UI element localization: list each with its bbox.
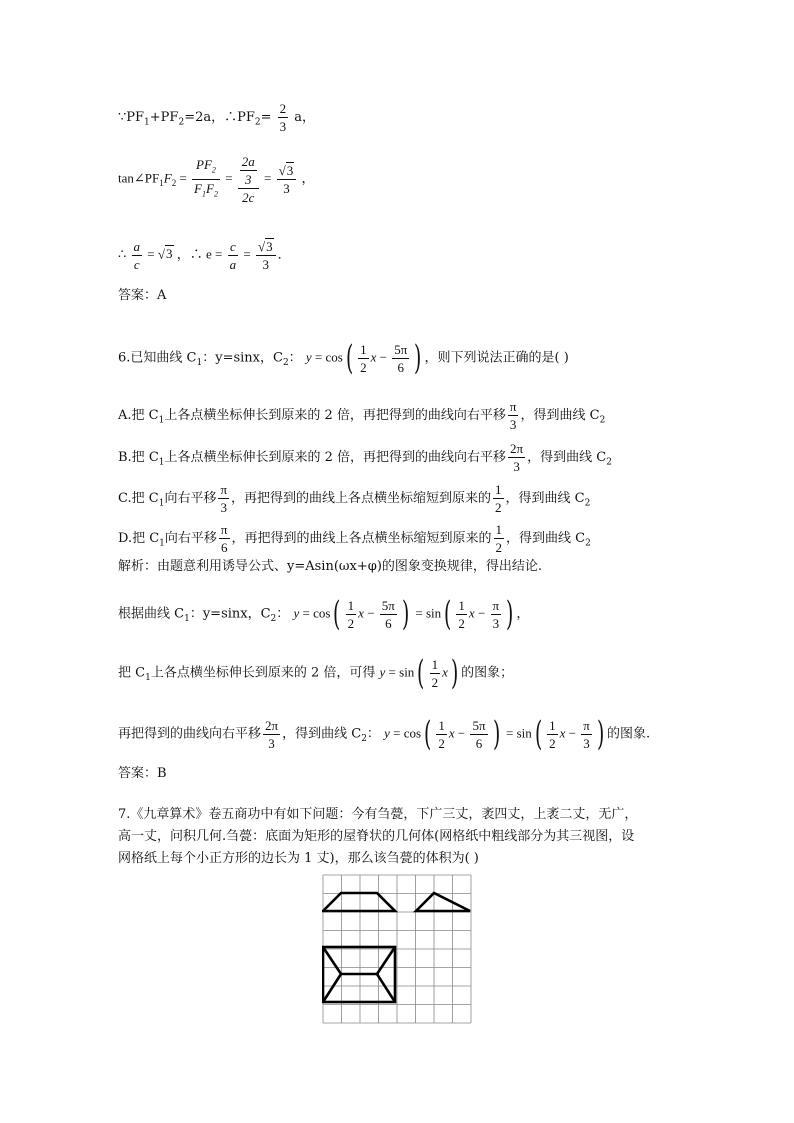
text: y — [379, 664, 386, 680]
text: 再把得到的曲线向右平移 — [118, 726, 262, 742]
numerator: π — [220, 482, 228, 497]
text: ： — [276, 606, 290, 622]
side-view-triangle — [416, 893, 470, 911]
denominator: 6 — [397, 359, 404, 375]
text: cos — [325, 349, 343, 365]
numerator: 1 — [360, 341, 367, 357]
denominator: c — [133, 257, 140, 272]
subscript: 2 — [606, 457, 612, 468]
numerator: π — [509, 399, 517, 414]
front-view-trapezoid — [323, 893, 395, 911]
denominator: 2 — [347, 615, 355, 631]
text: y — [293, 605, 300, 621]
denominator: 3 — [513, 459, 520, 474]
denominator: 3 — [583, 735, 590, 751]
text: 上各点横坐标伸长到原来的 2 倍，再把得到的曲线向右平移 — [164, 450, 507, 465]
text: x — [468, 605, 475, 621]
text: 6.已知曲线 C — [118, 350, 197, 366]
denominator: a — [229, 257, 237, 272]
text: +PF — [149, 110, 179, 125]
ratio-equation: ∴ $\frac{a}{c}$ = √3 ，∴ e = $\frac{c}{a}$ = $\frac{√3}{3}$ ． — [118, 239, 291, 272]
text: ，再把得到的曲线上各点横坐标缩短到原来的 — [231, 491, 492, 506]
numerator: 1 — [458, 597, 465, 613]
text: ，∴ e = — [176, 246, 223, 262]
denominator: 3 — [279, 119, 287, 134]
text: y — [305, 349, 312, 365]
denominator: 2 — [438, 735, 445, 751]
text: ，得到曲线 C — [527, 450, 607, 465]
subscript: 2 — [171, 178, 177, 189]
subscript: 2 — [282, 358, 289, 369]
denominator: 2 — [458, 615, 465, 631]
text: sin — [516, 725, 532, 741]
text: A.把 C — [118, 408, 159, 423]
text: C.把 C — [118, 491, 159, 506]
subscript: 2 — [211, 166, 216, 175]
q6-analysis: 解析：由题意利用诱导公式、y=Asin(ωx+φ)的图象变换规律，得出结论. — [118, 559, 543, 574]
numerator: 5π — [394, 341, 408, 357]
text: x — [370, 349, 377, 365]
numerator: 2π — [265, 717, 279, 733]
text: ． — [277, 246, 291, 262]
text: cos — [313, 605, 331, 621]
fraction-c-a — [228, 238, 239, 273]
q6-option-d[interactable] — [118, 521, 591, 556]
numerator: a — [133, 239, 141, 254]
text: 把 C — [118, 665, 146, 681]
text: =2a，∴PF — [184, 110, 255, 125]
radicand: 3 — [286, 163, 294, 178]
subscript: 2 — [585, 538, 591, 549]
subscript: 2 — [178, 117, 185, 128]
text: sin — [425, 605, 442, 621]
top-view-edge — [377, 947, 395, 974]
solution-line-1 — [118, 100, 315, 135]
denominator: 2 — [495, 540, 503, 555]
numerator: 1 — [549, 717, 556, 733]
text: ，再把得到的曲线上各点横坐标缩短到原来的 — [231, 531, 492, 546]
subscript: 1 — [144, 117, 150, 128]
text: 上各点横坐标伸长到原来的 2 倍，再把得到的曲线向右平移 — [164, 408, 506, 423]
denominator: 2 — [495, 500, 502, 515]
numerator: 1 — [495, 482, 502, 497]
numerator: 1 — [431, 656, 439, 672]
subscript: 2 — [270, 614, 277, 625]
fraction-2-3 — [278, 100, 289, 135]
denominator: 6 — [475, 735, 483, 751]
denominator: 3 — [262, 257, 270, 272]
text: x — [448, 725, 455, 741]
answer-prev: 答案：A — [118, 288, 167, 303]
numerator: 2 — [279, 101, 287, 116]
fraction-complex — [238, 153, 259, 206]
q6-step-1: 根据曲线 $C_1$：y=sinx，$C_2$： y = cos( $\frac{1}{2}$ x − $\frac{5\pi}{6}$ ) = sin( $\frac{1}{2}$ x − $\frac{\pi}{3}$ ) ， — [118, 594, 530, 634]
text: F — [194, 181, 202, 196]
radicand: 3 — [166, 246, 173, 262]
text: cos — [403, 725, 422, 741]
text: F — [205, 181, 214, 196]
numerator: 1 — [347, 597, 355, 613]
subscript: 1 — [201, 189, 206, 199]
text: D.把 C — [118, 531, 160, 546]
radicand: 3 — [266, 239, 273, 254]
top-view-edge — [323, 974, 341, 1002]
text: F — [163, 170, 172, 186]
denominator: 3 — [492, 615, 500, 631]
numerator: 5π — [472, 717, 486, 733]
numerator: π — [220, 522, 228, 537]
text: 上各点横坐标伸长到原来的 2 倍，可得 — [150, 665, 376, 681]
numerator: π — [583, 717, 590, 733]
text: ，得到曲线 C — [520, 408, 600, 423]
text: ：y=sinx，C — [202, 350, 283, 366]
text: x — [559, 725, 566, 741]
q6-option-b[interactable] — [118, 440, 612, 475]
three-view-grid-figure — [322, 874, 474, 1026]
q7-stem-line-3: 网格纸上每个小正方形的边长为 1 丈)，那么该刍甍的体积为( ) — [118, 851, 479, 866]
text: x — [358, 605, 364, 621]
q6-stem: 6.已知曲线 $C_1$：y=sinx，$C_2$： y = cos( $\frac{1}{2}$ x − $\frac{5\pi}{6}$ ) ，则下列说法正确的是( ) — [118, 338, 569, 378]
subscript: 1 — [158, 498, 165, 509]
subscript: 2 — [254, 117, 261, 128]
q6-step-2: 把 $C_1$上各点横坐标伸长到原来的 2 倍，可得 y = sin( $\frac{1}{2}$ x) 的图象； — [118, 653, 514, 693]
text: ：y=sinx，C — [189, 606, 271, 622]
text: 的图象； — [461, 665, 514, 681]
subscript: 1 — [158, 457, 165, 468]
text: ： — [288, 350, 302, 366]
subscript: 2 — [599, 415, 606, 426]
denominator: 3 — [245, 172, 252, 187]
denominator: 3 — [268, 735, 275, 751]
fraction-pf2-f1f2 — [192, 156, 220, 202]
subscript: 1 — [159, 538, 165, 549]
denominator: 2 — [549, 735, 556, 751]
numerator: 2a — [241, 154, 255, 169]
fraction-sqrt3-3b: $\frac{√3}{3}$ — [256, 238, 276, 273]
denominator: 2c — [242, 190, 255, 205]
denominator: 2 — [431, 674, 439, 690]
subscript: 2 — [213, 189, 218, 199]
fraction-a-c — [132, 238, 143, 273]
top-view-edge — [377, 974, 395, 1002]
tan-label: tan∠PF — [118, 170, 160, 186]
text: ，得到曲线 C — [505, 491, 585, 506]
subscript: 2 — [584, 498, 591, 509]
q6-step-3: 再把得到的曲线向右平移 $\frac{2\pi}{3}$ ，得到曲线 $C_2$： y = cos( $\frac{1}{2}$ x − $\frac{5\pi}{6}$ ) = sin( $\frac{1}{2}$ x − $\frac{\pi}{3}$ ) 的图象. — [118, 714, 651, 754]
tan-equation: $\tan\angle PF_1F_2$ = $\frac{PF_2}{F_1F_2}$ = $\frac{\frac{2a}{3}}{2c}$ = $\frac{√3}{3}$ ， — [118, 154, 315, 205]
subscript: 2 — [361, 734, 367, 745]
text: ，则下列说法正确的是( ) — [424, 350, 569, 366]
subscript: 1 — [158, 415, 165, 426]
text: x — [442, 664, 448, 680]
text: ，得到曲线 C — [282, 726, 362, 742]
denominator: 2 — [360, 359, 367, 375]
text: 的图象. — [607, 726, 651, 742]
text: ，得到曲线 C — [506, 531, 586, 546]
q7-stem-line-1: 7.《九章算术》卷五商功中有如下问题：今有刍甍，下广三丈，袤四丈，上袤二丈，无广， — [118, 807, 638, 822]
q6-option-c[interactable] — [118, 481, 590, 516]
top-view-edge — [323, 947, 341, 974]
denominator: 3 — [220, 500, 227, 515]
denominator: 6 — [385, 615, 392, 631]
subscript: 1 — [159, 178, 164, 189]
text: sin — [399, 664, 415, 680]
fraction-sqrt3-3: $\frac{√3}{3}$ — [277, 162, 297, 197]
numerator: 1 — [495, 522, 503, 537]
text: ∵PF — [118, 110, 145, 125]
subscript: 1 — [196, 358, 203, 369]
q7-stem-line-2: 高一丈，问积几何.刍甍：底面为矩形的屋脊状的几何体(网格纸中粗线部分为其三视图，设 — [118, 829, 635, 844]
text: y — [384, 725, 390, 741]
numerator: 2π — [510, 441, 524, 456]
text: B.把 C — [118, 450, 159, 465]
text: 向右平移 — [164, 531, 217, 546]
denominator: 3 — [509, 417, 517, 432]
text: a， — [290, 110, 316, 125]
numerator: 1 — [438, 717, 445, 733]
denominator: 6 — [220, 540, 228, 555]
text: 向右平移 — [164, 491, 217, 506]
text: PF — [196, 157, 212, 173]
subscript: 1 — [145, 673, 151, 684]
q6-answer: 答案：B — [118, 766, 167, 781]
text: 根据曲线 C — [118, 606, 185, 622]
numerator: c — [228, 238, 239, 256]
subscript: 1 — [184, 614, 190, 625]
numerator: π — [492, 597, 500, 613]
text: = — [260, 110, 272, 125]
numerator: 5π — [381, 597, 395, 613]
text: ： — [366, 726, 380, 742]
q6-option-a[interactable] — [118, 398, 605, 433]
denominator: 3 — [283, 181, 290, 196]
